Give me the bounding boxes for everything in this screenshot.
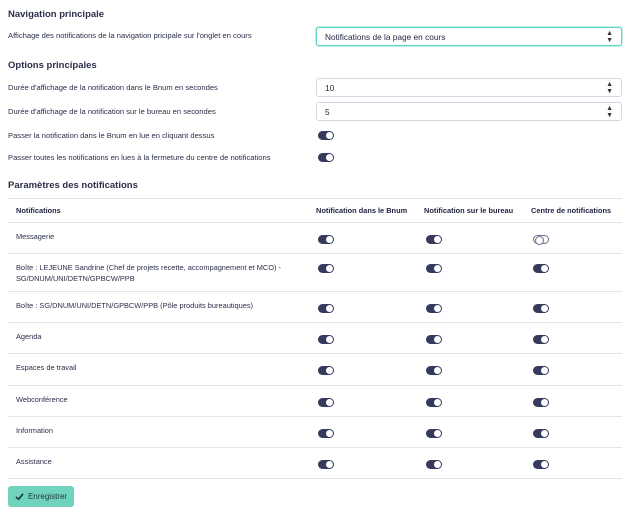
select-caret-icon: ▲ ▼ — [606, 104, 613, 119]
toggle-centre[interactable] — [533, 460, 549, 469]
save-button[interactable] — [8, 486, 74, 507]
bnum-duration-label: Durée d'affichage de la notification dans le Bnum en secondes — [8, 83, 218, 92]
check-icon — [15, 492, 24, 501]
mark-all-read-label: Passer toutes les notifications en lues à la fermeture du centre de notifications — [8, 153, 271, 162]
toggle-centre[interactable] — [533, 304, 549, 313]
mark-read-click-label: Passer la notification dans le Bnum en lue en cliquant dessus — [8, 131, 215, 140]
table-row-label: Assistance — [16, 457, 52, 466]
section-title-options: Options principales — [8, 60, 97, 71]
toggle-bureau[interactable] — [426, 366, 442, 375]
toggle-centre[interactable] — [533, 398, 549, 407]
col-header-bureau: Notification sur le bureau — [424, 206, 514, 215]
toggle-centre[interactable] — [533, 264, 549, 273]
desktop-duration-select[interactable] — [316, 102, 622, 121]
select-caret-icon: ▲ ▼ — [606, 80, 613, 95]
table-row-label: Boîte : LEJEUNE Sandrine (Chef de projets recette, accompagnement et MCO) - SG/DNUM/UNI/DETN/GPBCW/PPB — [16, 263, 281, 283]
toggle-bureau[interactable] — [426, 429, 442, 438]
toggle-bureau[interactable] — [426, 304, 442, 313]
table-row-label: Webconférence — [16, 395, 68, 404]
table-row-label: Espaces de travail — [16, 363, 77, 372]
table-divider — [8, 478, 622, 479]
table-divider — [8, 198, 622, 199]
toggle-bnum[interactable] — [318, 429, 334, 438]
desktop-duration-label: Durée d'affichage de la notification sur le bureau en secondes — [8, 107, 216, 116]
table-divider — [8, 385, 622, 386]
table-divider — [8, 416, 622, 417]
table-divider — [8, 353, 622, 354]
toggle-bureau[interactable] — [426, 460, 442, 469]
toggle-centre[interactable] — [533, 235, 549, 244]
toggle-centre[interactable] — [533, 429, 549, 438]
toggle-bnum[interactable] — [318, 460, 334, 469]
col-header-notifications: Notifications — [16, 206, 61, 215]
nav-display-select[interactable] — [316, 27, 622, 46]
col-header-centre: Centre de notifications — [531, 206, 612, 215]
desktop-duration-value: 5 — [325, 106, 330, 117]
table-divider — [8, 322, 622, 323]
nav-display-label: Affichage des notifications de la navigation pricipale sur l'onglet en cours — [8, 31, 252, 40]
mark-all-read-toggle[interactable] — [318, 153, 334, 162]
table-divider — [8, 222, 622, 223]
section-title-params: Paramètres des notifications — [8, 180, 138, 191]
col-header-bnum: Notification dans le Bnum — [316, 206, 408, 215]
toggle-bnum[interactable] — [318, 235, 334, 244]
toggle-bnum[interactable] — [318, 304, 334, 313]
table-divider — [8, 253, 622, 254]
toggle-bureau[interactable] — [426, 335, 442, 344]
toggle-bnum[interactable] — [318, 398, 334, 407]
toggle-centre[interactable] — [533, 366, 549, 375]
bnum-duration-select[interactable] — [316, 78, 622, 97]
table-divider — [8, 447, 622, 448]
table-row-label: Messagerie — [16, 232, 55, 241]
table-row-label: Agenda — [16, 332, 42, 341]
select-caret-icon: ▲ ▼ — [606, 29, 613, 44]
toggle-bnum[interactable] — [318, 366, 334, 375]
toggle-bnum[interactable] — [318, 335, 334, 344]
mark-read-click-toggle[interactable] — [318, 131, 334, 140]
toggle-bureau[interactable] — [426, 235, 442, 244]
toggle-bnum[interactable] — [318, 264, 334, 273]
save-button-label: Enregistrer — [27, 492, 68, 501]
toggle-bureau[interactable] — [426, 264, 442, 273]
toggle-bureau[interactable] — [426, 398, 442, 407]
table-row-label: Boîte : SG/DNUM/UNI/DETN/GPBCW/PPB (Pôle produits bureautiques) — [16, 301, 253, 310]
table-row-label: Information — [16, 426, 53, 435]
bnum-duration-value: 10 — [325, 82, 335, 93]
table-divider — [8, 291, 622, 292]
toggle-centre[interactable] — [533, 335, 549, 344]
section-title-navigation: Navigation principale — [8, 9, 105, 20]
nav-display-select-value: Notifications de la page en cours — [325, 31, 446, 42]
